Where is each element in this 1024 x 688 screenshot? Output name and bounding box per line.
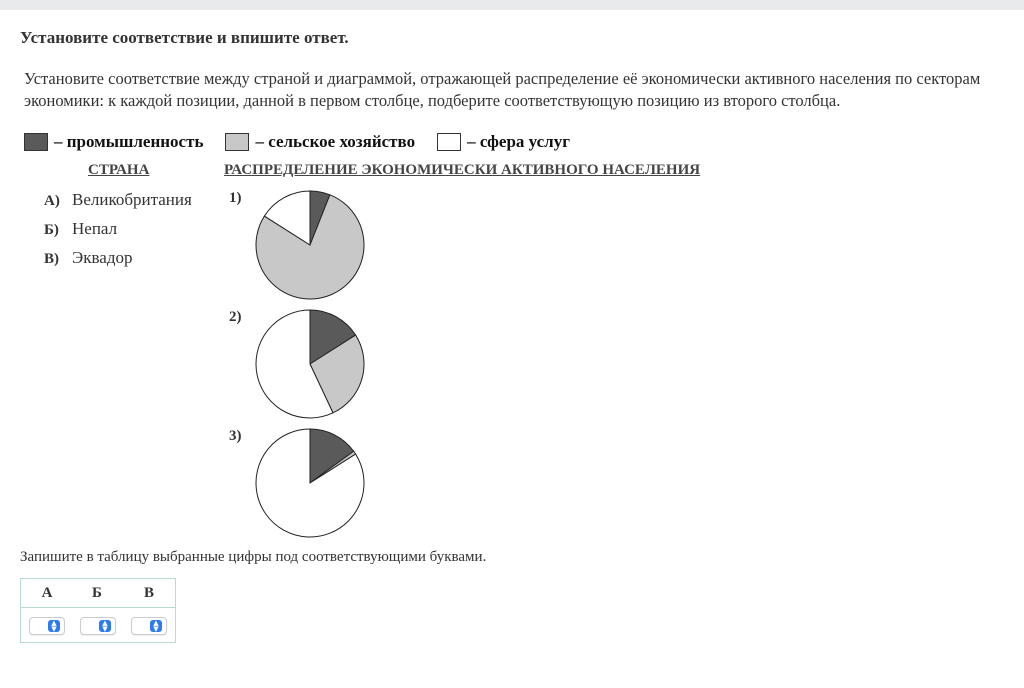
answer-divider	[21, 607, 175, 608]
country-letter: В)	[44, 251, 59, 267]
pie-chart-2	[254, 308, 366, 420]
pie-chart-1	[254, 189, 366, 301]
country-name: Великобритания	[72, 190, 192, 209]
answer-header-a: А	[41, 585, 53, 601]
legend-swatch-services	[437, 133, 461, 151]
legend-label: – промышленность	[54, 132, 204, 151]
answer-header-c: В	[143, 585, 154, 601]
legend-label: – сельское хозяйство	[255, 132, 416, 151]
chevron-up-down-icon: ▲ ▼	[99, 620, 111, 632]
country-name: Эквадор	[72, 248, 133, 267]
answer-select-a[interactable]	[29, 617, 65, 635]
legend-label: – сфера услуг	[467, 132, 570, 151]
legend-swatch-agriculture	[225, 133, 249, 151]
answer-table	[20, 578, 176, 643]
top-bar	[0, 0, 1024, 10]
chevron-up-down-icon: ▲ ▼	[150, 620, 162, 632]
pie-label-3: 3)	[229, 428, 242, 444]
answer-select-b[interactable]	[80, 617, 116, 635]
answer-header-b: Б	[92, 585, 102, 601]
chevron-up-down-icon: ▲ ▼	[48, 620, 60, 632]
answer-select-c[interactable]	[131, 617, 167, 635]
distribution-column-header: РАСПРЕДЕЛЕНИЕ ЭКОНОМИЧЕСКИ АКТИВНОГО НАСЕЛЕНИЯ	[224, 162, 701, 178]
pie-chart-3	[254, 427, 366, 539]
country-letter: Б)	[44, 222, 59, 238]
pie-label-2: 2)	[229, 309, 242, 325]
write-prompt: Запишите в таблицу выбранные цифры под соответствующими буквами.	[20, 549, 487, 565]
country-letter: А)	[44, 193, 60, 209]
country-column-header: СТРАНА	[88, 162, 150, 178]
country-name: Непал	[72, 219, 118, 238]
legend-item-agriculture	[225, 132, 415, 152]
legend-item-services	[437, 132, 570, 152]
country-item-a	[44, 190, 192, 210]
country-item-b	[44, 219, 117, 239]
task-instruction: Установите соответствие между страной и диаграммой, отражающей распределение её экономически активного населения по секторам экономики: к каждой позиции, данной в первом столбце, подберите соответствующую позицию из второго столбца.	[24, 69, 981, 110]
country-item-c	[44, 248, 132, 268]
pie-label-1: 1)	[229, 190, 242, 206]
legend	[24, 131, 592, 153]
legend-swatch-industry	[24, 133, 48, 151]
task-heading: Установите соответствие и впишите ответ.	[20, 28, 349, 47]
legend-item-industry	[24, 132, 203, 152]
